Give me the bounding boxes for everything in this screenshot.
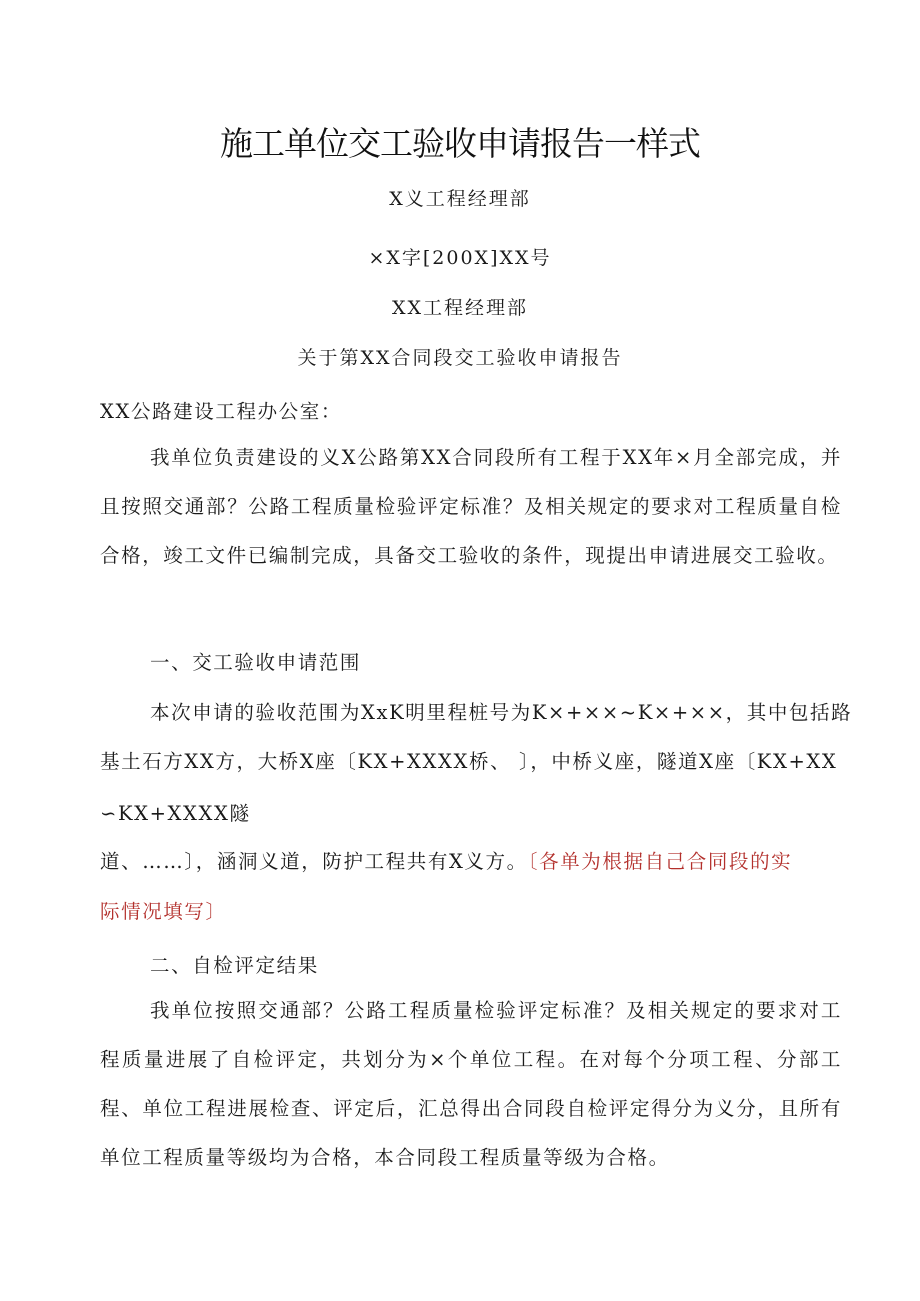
section1-line-1: 本次申请的验收范围为XxK明里程桩号为K×+××~K×+××，其中包括路: [150, 701, 853, 724]
issuer-name: XX工程经理部: [391, 297, 529, 319]
section1-line-4: [100, 846, 792, 874]
section2-heading: 二、自检评定结果: [150, 954, 319, 977]
header-organization: X义工程经理部: [389, 188, 531, 210]
section2-paragraph: 我单位按照交通部？公路工程质量检验评定标准？及相关规定的要求对工程质量进展了自检评定，共划分为×个单位工程。在对每个分项工程、分部工程、单位工程进展检查、评定后，汇总得出合同段自检评定得分为义分，且所有单位工程质量等级均为合格，本合同段工程质量等级为合格。: [100, 999, 842, 1169]
section1-line-2: 基土石方XX方，大桥X座〔KX+XXXX桥、 〕，中桥义座，隧道X座〔KX+XX: [100, 750, 838, 773]
section1-line-3: ∽KX+XXXX隧: [100, 802, 251, 825]
section1-red-note-start: 〔各单为根据自己合同段的实: [527, 850, 793, 873]
report-subject: 关于第XX合同段交工验收申请报告: [297, 347, 623, 369]
section1-heading: 一、交工验收申请范围: [150, 651, 362, 674]
intro-paragraph: 我单位负责建设的义X公路第XX合同段所有工程于XX年×月全部完成，并且按照交通部？公路工程质量检验评定标准？及相关规定的要求对工程质量自检合格，竣工文件已编制完成，具备交工验收的条件，现提出申请进展交工验收。: [100, 446, 842, 567]
section1-line-4-text: 道、……〕，涵洞义道，防护工程共有X义方。: [100, 850, 528, 873]
document-number: ×X字[200X]XX号: [368, 247, 552, 269]
document-title: 施工单位交工验收申请报告一样式: [220, 124, 700, 163]
section1-red-note-end: 际情况填写〕: [100, 900, 227, 923]
addressee: XX公路建设工程办公室：: [100, 400, 342, 423]
